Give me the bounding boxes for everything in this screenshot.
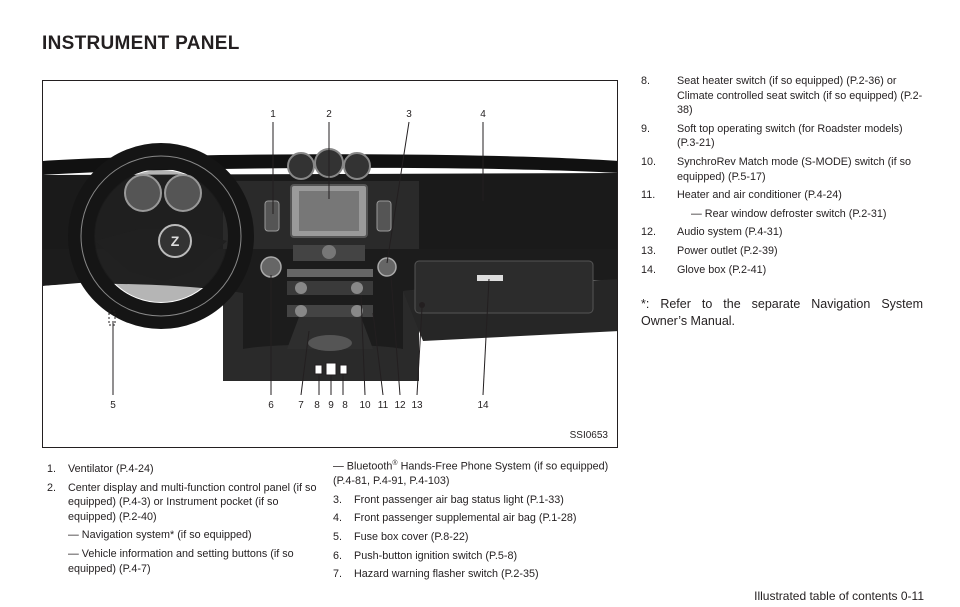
callout-label: 8 bbox=[342, 400, 348, 411]
legend-text: Fuse box cover (P.8-22) bbox=[354, 530, 469, 543]
callout-label: 13 bbox=[411, 400, 423, 411]
legend-text: Ventilator (P.4-24) bbox=[68, 463, 154, 475]
callout-label: 10 bbox=[359, 400, 371, 411]
legend-column-2 bbox=[333, 457, 619, 586]
legend-text: SynchroRev Match mode (S-MODE) switch (if so equipped) (P.5-17) bbox=[677, 155, 911, 183]
callout-label: 6 bbox=[268, 400, 274, 411]
figure-id: SSI0653 bbox=[569, 430, 608, 441]
legend-number: 4. bbox=[333, 512, 343, 525]
legend-text: Glove box (P.2-41) bbox=[677, 263, 767, 276]
callout-label: 8 bbox=[314, 400, 320, 411]
callout-label: 2 bbox=[326, 109, 332, 120]
legend-column-1 bbox=[47, 462, 325, 580]
legend-number: 10. bbox=[641, 155, 657, 168]
legend-item bbox=[641, 225, 923, 240]
legend-number: 9. bbox=[641, 122, 651, 135]
legend-text: Seat heater switch (if so equipped) (P.2-36) or Climate controlled seat switch (if so equipped) (P.2-38) bbox=[677, 75, 923, 117]
legend-text: Heater and air conditioner (P.4-24) bbox=[677, 189, 842, 202]
legend-text: Front passenger supplemental air bag (P.1-28) bbox=[354, 512, 577, 525]
registered-mark: ® bbox=[392, 460, 398, 467]
legend-subitem: — Vehicle information and setting buttons (if so equipped) (P.4-7) bbox=[68, 547, 294, 575]
legend-item bbox=[641, 74, 923, 118]
legend-number: 6. bbox=[333, 549, 343, 562]
legend-column-3 bbox=[641, 74, 923, 281]
callout-label: 4 bbox=[480, 109, 486, 120]
legend-number: 8. bbox=[641, 75, 651, 87]
legend-number: 3. bbox=[333, 493, 343, 506]
legend-item bbox=[47, 481, 325, 525]
callout-label: 14 bbox=[477, 400, 489, 411]
legend-text: Audio system (P.4-31) bbox=[677, 226, 783, 239]
dashboard-illustration bbox=[43, 81, 618, 448]
legend-item bbox=[641, 244, 923, 259]
legend-subitem-text: Hands-Free Phone System (if so equipped) (P.4-81, P.4-91, P.4-103) bbox=[333, 460, 609, 488]
legend-number: 14. bbox=[641, 263, 657, 276]
legend-subitem: — Navigation system* (if so equipped) bbox=[68, 529, 252, 542]
callout-label: 12 bbox=[394, 400, 406, 411]
legend-text: Push-button ignition switch (P.5-8) bbox=[354, 549, 518, 562]
legend-number: 2. bbox=[47, 481, 57, 494]
legend-item bbox=[333, 530, 619, 545]
legend-text: Hazard warning flasher switch (P.2-35) bbox=[354, 568, 539, 581]
legend-item bbox=[641, 155, 923, 184]
footnote: *: Refer to the separate Navigation System Owner’s Manual. bbox=[641, 297, 923, 328]
instrument-panel-figure bbox=[42, 80, 618, 448]
legend-item bbox=[47, 462, 325, 477]
legend-item bbox=[641, 188, 923, 203]
callout-label: 1 bbox=[270, 109, 276, 120]
legend-subitem bbox=[333, 457, 619, 489]
legend-item bbox=[641, 263, 923, 278]
page-footer: Illustrated table of contents 0-11 bbox=[754, 589, 924, 603]
legend-text: Soft top operating switch (for Roadster models) (P.3-21) bbox=[677, 122, 903, 150]
legend-number: 12. bbox=[641, 226, 657, 239]
legend-text: Center display and multi-function control panel (if so equipped) (P.4-3) or Instrument pocket (if so equipped) (P.2-40) bbox=[68, 481, 317, 523]
page-title: INSTRUMENT PANEL bbox=[42, 33, 240, 54]
svg-text:Z: Z bbox=[170, 233, 180, 249]
legend-number: 5. bbox=[333, 530, 343, 543]
legend-text: Power outlet (P.2-39) bbox=[677, 244, 778, 257]
legend-item bbox=[333, 511, 619, 526]
legend-number: 1. bbox=[47, 463, 57, 475]
legend-item bbox=[333, 549, 619, 564]
legend-subitem: — Rear window defroster switch (P.2-31) bbox=[691, 207, 887, 220]
callout-label: 3 bbox=[406, 109, 412, 120]
legend-subitem-text: — Bluetooth bbox=[333, 460, 393, 473]
callout-label: 11 bbox=[377, 400, 389, 411]
legend-item bbox=[333, 567, 619, 582]
legend-item bbox=[333, 493, 619, 508]
legend-item bbox=[641, 122, 923, 151]
legend-number: 11. bbox=[641, 189, 656, 202]
legend-number: 7. bbox=[333, 568, 343, 581]
legend-text: Front passenger air bag status light (P.1-33) bbox=[354, 493, 564, 506]
callout-label: 9 bbox=[328, 400, 334, 411]
legend-number: 13. bbox=[641, 244, 657, 257]
callout-label: 7 bbox=[298, 400, 304, 411]
callout-label: 5 bbox=[110, 400, 116, 411]
